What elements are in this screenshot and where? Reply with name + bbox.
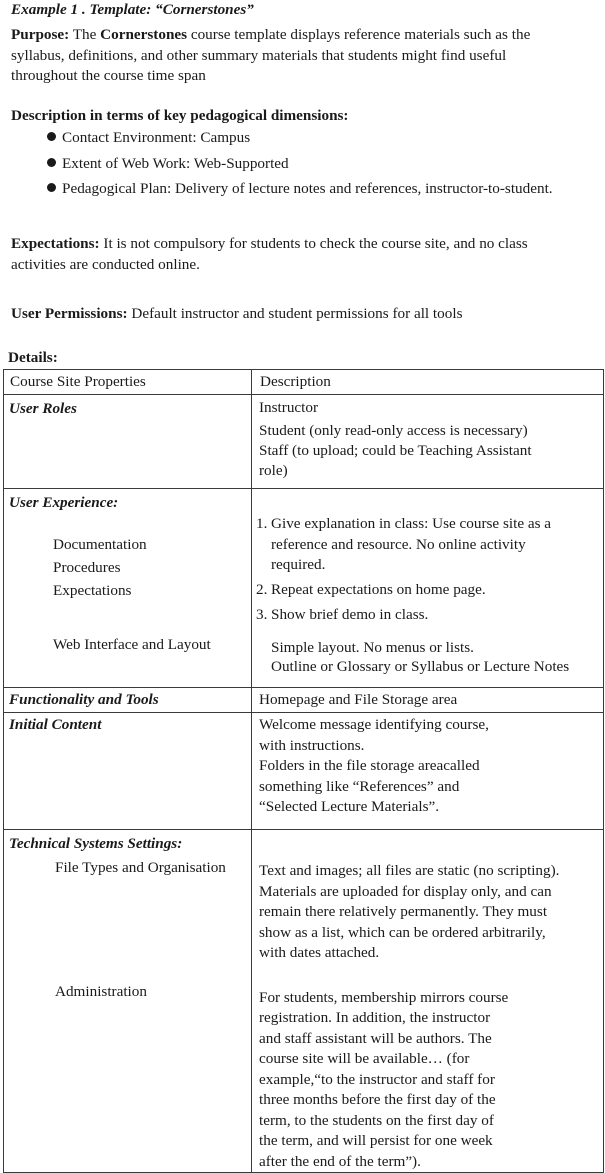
description-line: show as a list, which can be ordered arbitrarily, xyxy=(259,923,546,941)
description-line: with dates attached. xyxy=(259,944,380,961)
description-heading: Description in terms of key pedagogical dimensions: xyxy=(11,107,349,124)
property-user-roles: User Roles xyxy=(9,400,77,417)
content-line: something like “References” and xyxy=(259,777,460,795)
item-text: required. xyxy=(271,556,326,573)
functionality-text: Homepage and File Storage area xyxy=(259,691,458,708)
purpose-line xyxy=(11,25,530,46)
bullet-text: Contact Environment: Campus xyxy=(62,129,251,146)
role-item: Staff (to upload; could be Teaching Assistant xyxy=(259,442,532,459)
details-label: Details: xyxy=(8,349,58,366)
layout-text: Outline or Glossary or Syllabus or Lecture Notes xyxy=(271,657,570,675)
table-row xyxy=(4,489,604,688)
content-line: Welcome message identifying course, xyxy=(259,716,489,733)
purpose-line: syllabus, definitions, and other summary materials that students might find useful xyxy=(11,46,507,64)
sub-item-file-types: File Types and Organisation xyxy=(55,858,226,876)
administration-description xyxy=(259,988,603,1173)
property-user-experience: User Experience: xyxy=(9,494,119,511)
bullet-item xyxy=(47,180,553,198)
description-line: the term, and will persist for one week xyxy=(259,1132,493,1149)
user-permissions-text: Default instructor and student permissions for all tools xyxy=(127,305,463,322)
expectations-paragraph xyxy=(11,234,528,275)
column-header-properties: Course Site Properties xyxy=(4,370,252,395)
table-row xyxy=(4,395,604,489)
description-line: For students, membership mirrors course xyxy=(259,988,509,1006)
file-types-description xyxy=(259,861,603,964)
table-row xyxy=(4,713,604,830)
purpose-text-before: The xyxy=(69,26,101,43)
bullet-text: Pedagogical Plan: Delivery of lecture notes and references, instructor-to-student. xyxy=(62,180,553,197)
bullet-icon xyxy=(47,183,56,192)
bullet-text: Extent of Web Work: Web-Supported xyxy=(62,155,289,172)
sub-item-procedures: Procedures xyxy=(53,558,121,576)
description-line: Text and images; all files are static (no scripting). xyxy=(259,862,560,879)
numbered-item xyxy=(256,514,603,576)
purpose-label: Purpose: xyxy=(11,26,70,43)
role-item: role) xyxy=(259,462,288,479)
description-line: three months before the first day of the xyxy=(259,1091,496,1108)
bullet-icon xyxy=(47,158,56,167)
description-line: course site will be available… (for xyxy=(259,1050,470,1067)
property-initial-content: Initial Content xyxy=(9,716,102,733)
expectations-text: It is not compulsory for students to check the course site, and no class xyxy=(99,235,528,252)
purpose-template-name: Cornerstones xyxy=(100,26,188,43)
details-table xyxy=(3,369,604,1173)
expectations-text: activities are conducted online. xyxy=(11,255,200,273)
content-line: “Selected Lecture Materials”. xyxy=(259,798,440,815)
item-text: Repeat expectations on home page. xyxy=(271,580,486,598)
expectations-label: Expectations: xyxy=(11,235,100,252)
property-technical-settings: Technical Systems Settings: xyxy=(9,835,183,852)
numbered-item xyxy=(256,580,603,601)
content-line: with instructions. xyxy=(259,736,365,754)
example-title: Example 1 . Template: “Cornerstones” xyxy=(11,1,254,18)
description-line: registration. In addition, the instructor xyxy=(259,1009,491,1026)
role-item: Student (only read-only access is necessary) xyxy=(259,422,528,439)
table-row xyxy=(4,688,604,713)
property-functionality: Functionality and Tools xyxy=(9,691,159,708)
item-number: 3. xyxy=(256,606,268,623)
item-number: 2. xyxy=(256,580,268,598)
description-line: example,“to the instructor and staff for xyxy=(259,1070,495,1088)
layout-text: Simple layout. No menus or lists. xyxy=(271,638,474,656)
description-line: remain there relatively permanently. They must xyxy=(259,903,548,920)
purpose-line: throughout the course time span xyxy=(11,67,206,84)
column-header-description: Description xyxy=(252,370,604,395)
sub-item-web-interface: Web Interface and Layout xyxy=(53,635,211,653)
purpose-paragraph xyxy=(11,25,530,87)
item-text: reference and resource. No online activity xyxy=(271,535,526,553)
bullet-item xyxy=(47,155,289,173)
purpose-line-text: course template displays reference materials such as the xyxy=(187,26,531,43)
table-header-row xyxy=(4,370,604,395)
user-permissions-paragraph xyxy=(11,304,462,325)
description-line: Materials are uploaded for display only, and can xyxy=(259,882,552,900)
item-text: Give explanation in class: Use course site as a xyxy=(271,515,552,532)
sub-item-administration: Administration xyxy=(55,983,147,1000)
role-item: Instructor xyxy=(259,399,319,416)
item-number: 1. xyxy=(256,515,268,532)
bullet-item xyxy=(47,129,250,147)
sub-item-expectations: Expectations xyxy=(53,581,132,599)
bullet-icon xyxy=(47,132,56,141)
item-text: Show brief demo in class. xyxy=(271,606,429,623)
user-permissions-label: User Permissions: xyxy=(11,305,128,322)
content-line: Folders in the file storage areacalled xyxy=(259,757,480,774)
table-row xyxy=(4,830,604,1173)
numbered-item xyxy=(256,605,603,626)
description-line: after the end of the term”). xyxy=(259,1152,421,1170)
sub-item-documentation: Documentation xyxy=(53,535,147,553)
description-line: term, to the students on the first day of xyxy=(259,1111,494,1129)
description-line: and staff assistant will be authors. The xyxy=(259,1029,492,1047)
